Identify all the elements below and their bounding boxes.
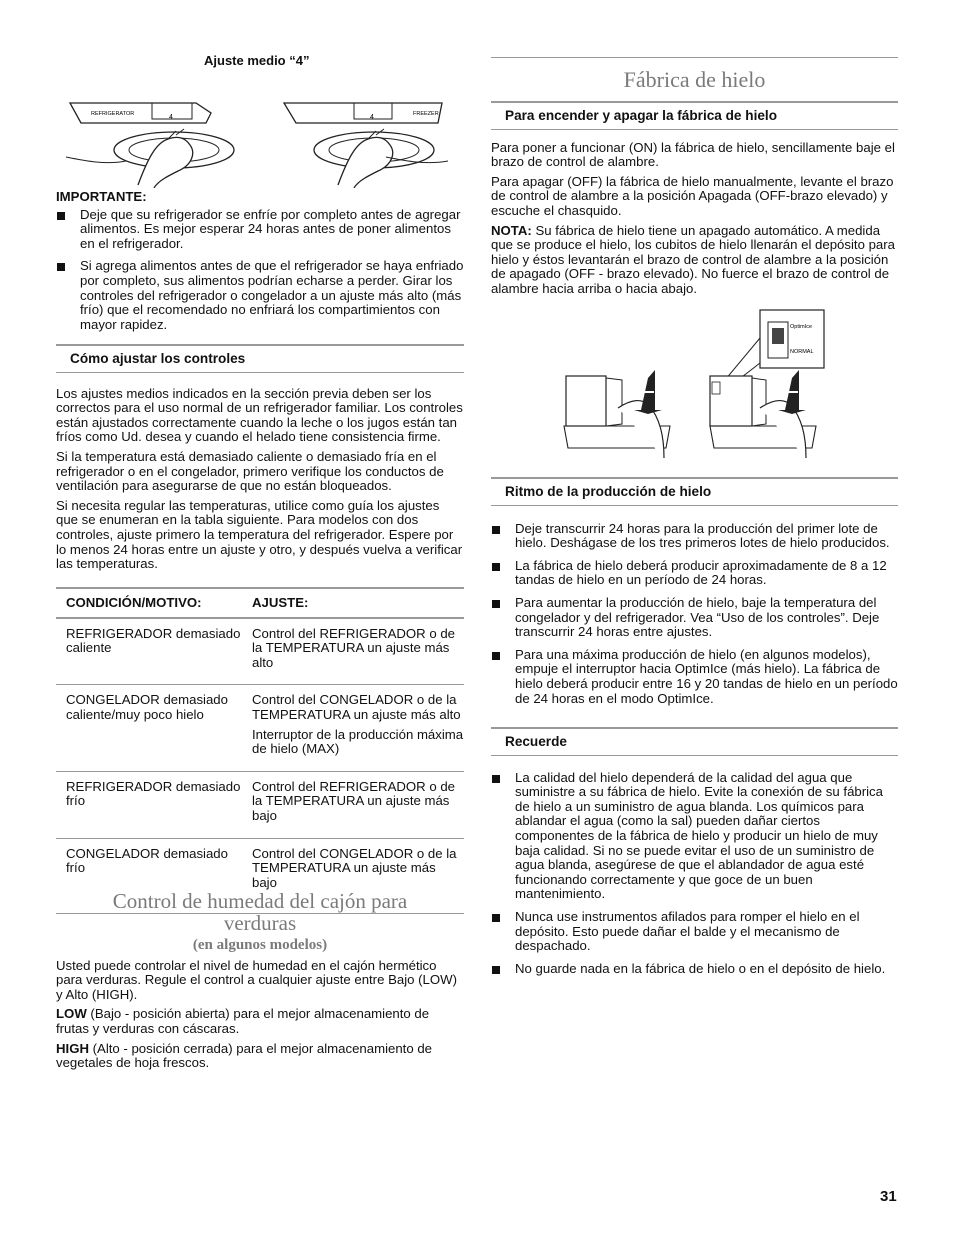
adjust-cell-extra: Interruptor de la producción máxima de hielo (MAX): [252, 726, 464, 757]
important-section: [56, 190, 464, 340]
humidity-high: HIGH (Alto - posición cerrada) para el mejor almacenamiento de vegetales de hoja frescos.: [56, 1040, 433, 1071]
table-header-adjust: AJUSTE:: [242, 588, 464, 618]
figure-caption: Ajuste medio “4”: [204, 53, 310, 68]
humidity-section: [56, 890, 464, 1076]
adjust-cell: Control del CONGELADOR o de la TEMPERATURA un ajuste más bajo: [252, 845, 457, 890]
controls-figure: [56, 54, 464, 188]
adjust-cell: Control del CONGELADOR o de la TEMPERATURA un ajuste más alto: [252, 692, 461, 722]
condition-cell: CONGELADOR demasiado frío: [56, 838, 242, 914]
condition-cell: REFRIGERADOR demasiado caliente: [56, 618, 242, 685]
list-item: Para una máxima producción de hielo (en algunos modelos), empuje el interruptor hacia OptimIce (más hielo). La fábrica de hielo deberá producir entre 16 y 20 tandas de hielo en un período de 24 horas en el modo OptimIce.: [491, 648, 898, 706]
important-heading: IMPORTANTE:: [56, 189, 147, 204]
ice-maker-title: Fábrica de hielo: [623, 67, 766, 92]
production-heading: Ritmo de la producción de hielo: [491, 477, 898, 506]
condition-cell: REFRIGERADOR demasiado frío: [56, 771, 242, 838]
adjust-controls-heading: Cómo ajustar los controles: [56, 344, 464, 373]
refrigerator-label: REFRIGERATOR: [91, 110, 135, 117]
table-header-condition: CONDICIÓN/MOTIVO:: [56, 588, 242, 618]
page-number: 31: [880, 1188, 897, 1205]
humidity-intro: Usted puede controlar el nivel de humedad en el cajón hermético para verduras. Regule el control a cualquier ajuste entre Bajo (LOW) y Alto (HIGH).: [56, 957, 457, 1002]
list-item: Deje que su refrigerador se enfríe por completo antes de agregar alimentos. Es mejor esperar 24 horas antes de poner alimentos en el refrigerador.: [56, 208, 464, 252]
ice-maker-section: [491, 57, 898, 302]
list-item: Si agrega alimentos antes de que el refrigerador se haya enfriado por completo, sus alimentos podrían echarse a perder. Girar los controles del refrigerador o congelador a un ajuste más alto (más frío) que el recomendado no enfriará los compartimientos con mayor rapidez.: [56, 259, 464, 332]
settings-table: [56, 587, 464, 914]
production-list: [491, 522, 898, 707]
important-list: [56, 208, 464, 333]
paragraph: Si necesita regular las temperaturas, utilice como guía los ajustes que se enumeran en la tabla siguiente. Para modelos con dos controles, ajuste primero la temperatura del refrigerador. Espere por lo menos 24 horas entre un ajuste y otro, y después vuelva a verificar las temperaturas.: [56, 497, 463, 572]
controls-illustration: [56, 73, 464, 188]
note-text: NOTA: Su fábrica de hielo tiene un apagado automático. A medida que se produce el hielo, los cubitos de hielo llenarán el depósito para hielo y éstos levantarán el brazo de control de alambre a la posición de apagado (OFF - brazo elevado). No fuerce el brazo de control de alambre hacia arriba o hacia abajo.: [491, 222, 895, 296]
table-row: [56, 685, 464, 771]
remember-list: [491, 771, 898, 977]
adjust-cell: Control del REFRIGERADOR o de la TEMPERATURA un ajuste más bajo: [252, 778, 456, 823]
list-item: La calidad del hielo dependerá de la calidad del agua que suministre a su fábrica de hielo. Evite la conexión de su fábrica de hielo a un suministro de agua blanda. Los químicos para ablandar el agua (como la sal) pueden dañar ciertos componentes de la fábrica de hielo y producir un hielo de muy baja calidad. Si no se puede evitar el uso de un suministro de agua blanda, asegúrese de que el ablandador de agua esté funcionando correctamente y que goce de un buen mantenimiento.: [491, 771, 898, 902]
list-item: Para aumentar la producción de hielo, baje la temperatura del congelador y del refrigerador. Vea “Uso de los controles”. Deje transcurrir 24 horas entre ajustes.: [491, 596, 898, 640]
ice-onoff-heading: Para encender y apagar la fábrica de hielo: [491, 101, 898, 130]
remember-section: [491, 727, 898, 984]
paragraph: Si la temperatura está demasiado caliente o demasiado fría en el refrigerador o en el congelador, primero verifique los conductos de ventilación para asegurarse de que no están bloqueados.: [56, 448, 444, 494]
list-item: Deje transcurrir 24 horas para la producción del primer lote de hielo. Deshágase de los tres primeros lotes de hielo producidos.: [491, 522, 898, 551]
refrigerator-value: 4: [169, 113, 173, 121]
table-row: [56, 771, 464, 838]
on-text: Para poner a funcionar (ON) la fábrica de hielo, sencillamente baje el brazo de control de alambre.: [491, 139, 895, 170]
switch-optimice-label: OptimIce: [790, 324, 813, 330]
humidity-subtitle: (en algunos modelos): [192, 937, 328, 953]
remember-heading: Recuerde: [491, 727, 898, 756]
paragraph: Los ajustes medios indicados en la sección previa deben ser los correctos para el uso normal de un refrigerador familiar. Los controles están ajustados correctamente cuando la leche o los jugos están tan fríos como Ud. desea y cuando el helado tiene consistencia firme.: [56, 385, 463, 445]
off-text: Para apagar (OFF) la fábrica de hielo manualmente, levante el brazo de control de alambre a la posición Apagada (OFF-brazo elevado) y escuche el chasquido.: [491, 173, 894, 218]
condition-cell: CONGELADOR demasiado caliente/muy poco hielo: [56, 685, 242, 771]
list-item: No guarde nada en la fábrica de hielo o en el depósito de hielo.: [491, 962, 898, 977]
ice-maker-illustration: [560, 308, 840, 464]
table-row: [56, 618, 464, 685]
freezer-value: 4: [370, 113, 374, 121]
list-item: La fábrica de hielo deberá producir aproximadamente de 8 a 12 tandas de hielo en un período de 24 horas.: [491, 559, 898, 588]
list-item: Nunca use instrumentos afilados para romper el hielo en el depósito. Esto puede dañar el balde y el mecanismo de despachado.: [491, 910, 898, 954]
freezer-label: FREEZER: [413, 110, 439, 117]
humidity-low: LOW (Bajo - posición abierta) para el mejor almacenamiento de frutas y verduras con cáscaras.: [56, 1006, 430, 1036]
humidity-title: Control de humedad del cajón para verduras: [112, 889, 408, 935]
adjust-controls-section: [56, 344, 464, 577]
adjust-cell: Control del REFRIGERADOR o de la TEMPERATURA un ajuste más alto: [252, 625, 456, 670]
switch-normal-label: NORMAL: [790, 349, 814, 355]
production-section: [491, 477, 898, 714]
